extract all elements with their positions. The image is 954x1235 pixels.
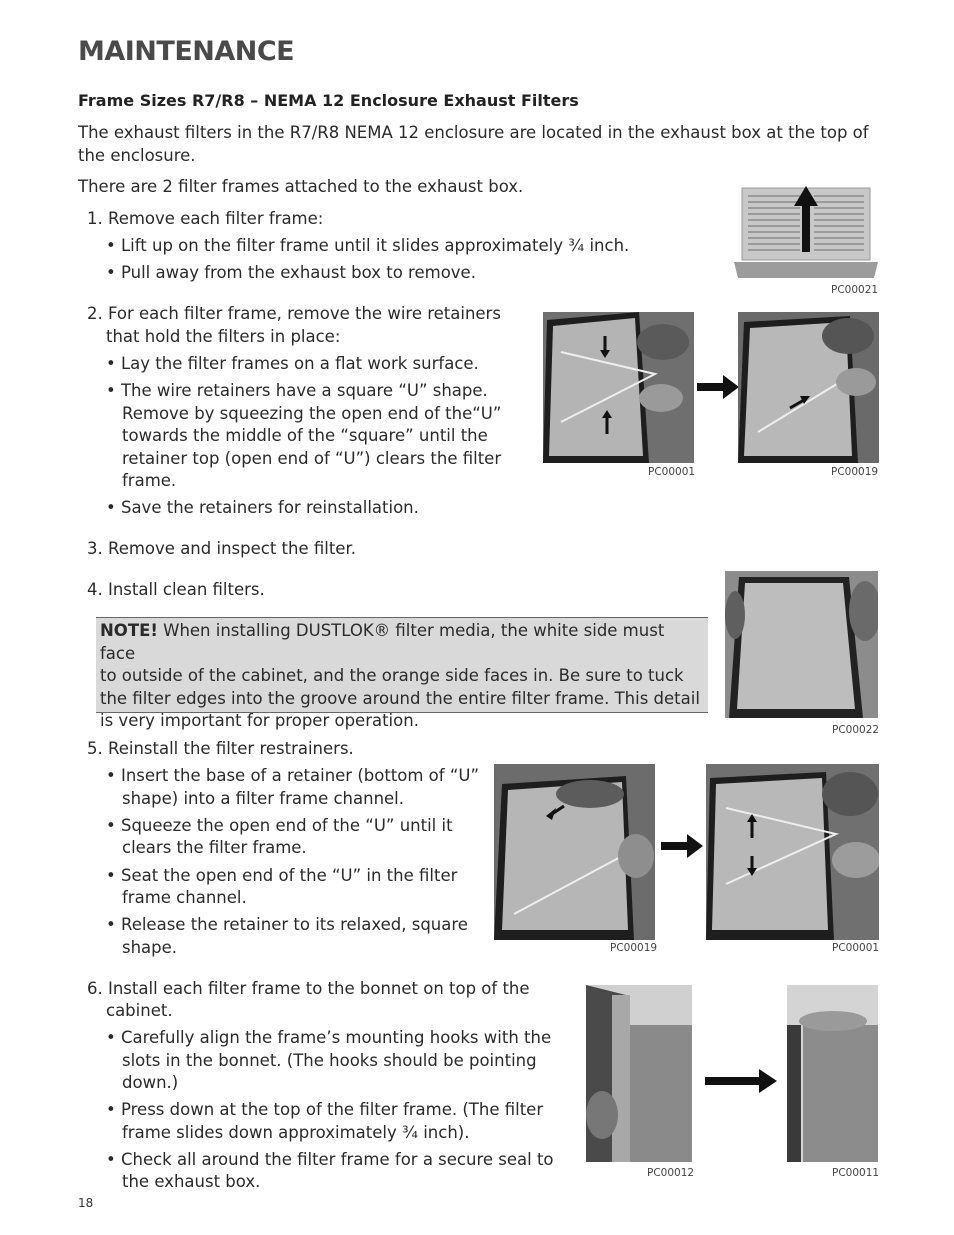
caption-pc00001: PC00001 (648, 466, 696, 478)
exhaust-box-photo (734, 186, 878, 280)
clean-filter-photo (725, 571, 878, 718)
retainer-squeeze-photo (543, 312, 694, 463)
note-line-2: to outside of the cabinet, and the orange side faces in. Be sure to tuck (100, 666, 684, 685)
step-1-bullet-1: • Lift up on the filter frame until it slides approximately ¾ inch. (106, 236, 630, 255)
page-number: 18 (78, 1196, 94, 1210)
arrow-right-icon-2 (661, 834, 703, 858)
retainer-insert-photo (494, 764, 655, 940)
intro-paragraph: The exhaust filters in the R7/R8 NEMA 12 enclosure are located in the exhaust box at the top of the enclosure. (78, 123, 869, 165)
step-5-bullet-2: • Squeeze the open end of the “U” until it (106, 816, 453, 835)
frame-installed-photo (787, 985, 878, 1162)
step-2-bullet-2-line-3: towards the middle of the “square” until the (122, 426, 488, 445)
step-6-bullet-1: • Carefully align the frame’s mounting hooks with the (106, 1028, 552, 1047)
step-1-bullet-2: • Pull away from the exhaust box to remove. (106, 263, 476, 282)
note-box (96, 617, 708, 730)
step-6: 6. Install each filter frame to the bonnet on top of the (87, 979, 530, 998)
step-6-bullet-2: • Press down at the top of the filter frame. (The filter (106, 1100, 544, 1119)
note-line-3: the filter edges into the groove around the entire filter frame. This detail (100, 688, 700, 708)
step-1: 1. Remove each filter frame: (87, 209, 324, 228)
arrow-right-icon (697, 375, 739, 399)
caption-pc00021: PC00021 (831, 284, 879, 296)
step-6-cont: cabinet. (106, 1001, 173, 1020)
step-6-bullet-1-line-2: slots in the bonnet. (The hooks should be pointing (122, 1051, 537, 1070)
note-label: NOTE! (100, 621, 158, 640)
step-5-bullet-1: • Insert the base of a retainer (bottom of “U” (106, 766, 480, 785)
step-2-bullet-2-line-5: frame. (122, 471, 177, 490)
step-2: 2. For each filter frame, remove the wire retainers (87, 304, 501, 323)
frame-align-photo (586, 985, 692, 1162)
step-2-bullet-1: • Lay the filter frames on a flat work surface. (106, 354, 479, 373)
step-5-bullet-4-line-2: shape. (122, 938, 178, 957)
caption-pc00022: PC00022 (832, 724, 880, 736)
retainer-seat-photo (706, 764, 879, 940)
step-5-bullet-4: • Release the retainer to its relaxed, square (106, 915, 468, 934)
step-6-bullet-3-line-2: the exhaust box. (122, 1172, 261, 1191)
caption-pc00011: PC00011 (832, 1167, 880, 1179)
step-5-bullet-2-line-2: clears the filter frame. (122, 838, 307, 857)
section-heading: Frame Sizes R7/R8 – NEMA 12 Enclosure Exhaust Filters (78, 91, 579, 110)
note-line-1: When installing DUSTLOK® filter media, the white side must face (100, 621, 665, 663)
caption-pc00012: PC00012 (647, 1167, 695, 1179)
step-5-bullet-3: • Seat the open end of the “U” in the filter (106, 866, 458, 885)
caption-pc00019: PC00019 (831, 466, 879, 478)
arrow-right-icon-3 (705, 1069, 777, 1093)
page-title: MAINTENANCE (78, 36, 295, 67)
step-2-bullet-2-line-2: Remove by squeezing the open end of the“U” (122, 404, 502, 423)
step-5: 5. Reinstall the filter restrainers. (87, 739, 354, 758)
note-line-4: is very important for proper operation. (100, 711, 419, 730)
caption-pc00019-2: PC00019 (610, 942, 658, 954)
retainer-removed-photo (738, 312, 879, 463)
step-2-cont: that hold the filters in place: (106, 327, 341, 346)
caption-pc00001-2: PC00001 (832, 942, 880, 954)
step-2-bullet-2: • The wire retainers have a square “U” shape. (106, 381, 488, 400)
step-2-bullet-2-line-4: retainer top (open end of “U”) clears the filter (122, 449, 502, 468)
step-5-bullet-1-line-2: shape) into a filter frame channel. (122, 789, 405, 808)
step-6-bullet-1-line-3: down.) (122, 1073, 179, 1092)
step-6-bullet-3: • Check all around the filter frame for a secure seal to (106, 1150, 554, 1169)
step-3: 3. Remove and inspect the filter. (87, 539, 356, 558)
step-5-bullet-3-line-2: frame channel. (122, 888, 247, 907)
step-4: 4. Install clean filters. (87, 580, 265, 599)
step-2-bullet-3: • Save the retainers for reinstallation. (106, 498, 419, 517)
intro-paragraph-2: There are 2 filter frames attached to the exhaust box. (78, 177, 524, 196)
step-6-bullet-2-line-2: frame slides down approximately ¾ inch). (122, 1123, 470, 1142)
